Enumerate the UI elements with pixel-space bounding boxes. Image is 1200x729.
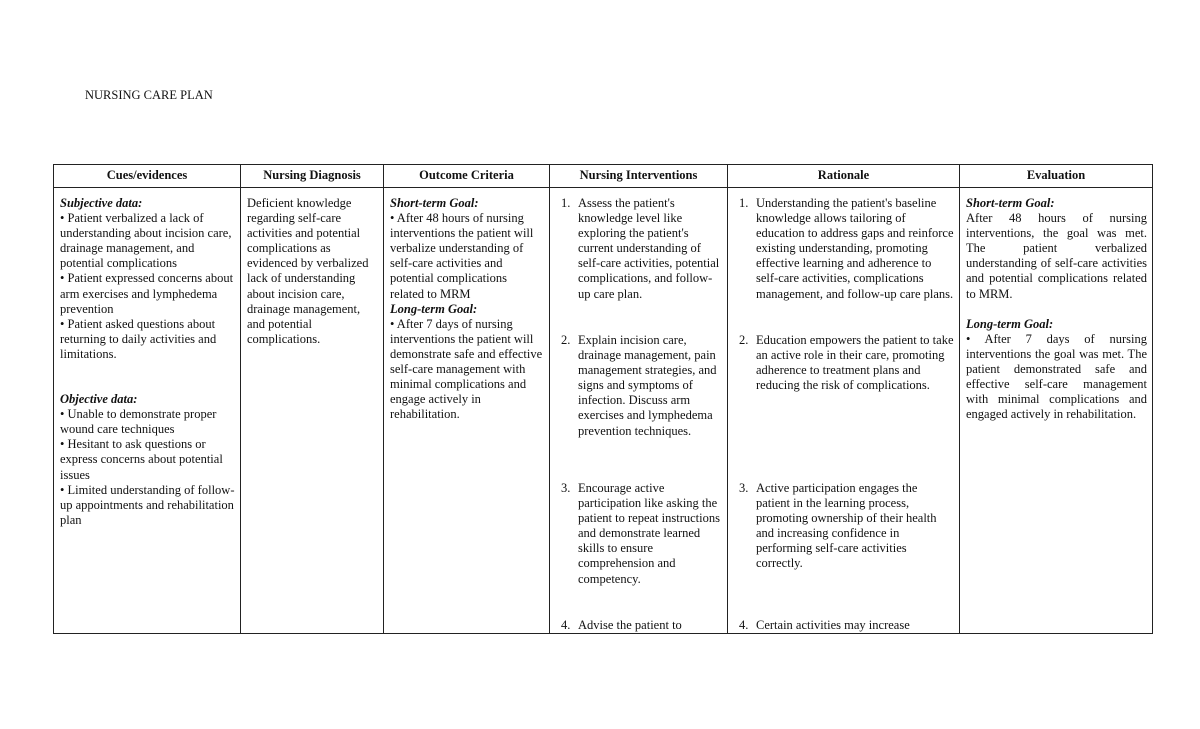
diagnosis-text: Deficient knowledge regarding self-care activities and potential complications as evidenced by verbalized lack of understanding about incision care, drainage management, and potential complications. <box>247 196 369 346</box>
intervention-item <box>556 618 722 633</box>
subjective-item: • Patient verbalized a lack of understanding about incision care, drainage management, and potential complications <box>60 211 232 271</box>
subjective-item: • Patient asked questions about returning to daily activities and limitations. <box>60 316 217 361</box>
rationale-text: Understanding the patient's baseline knowledge allows tailoring of education to address gaps and reinforce existing understanding, promoting effective learning and adherence to self-care activities, complications management, and follow-up care plans. <box>756 196 954 301</box>
intervention-number: 1. <box>561 196 571 210</box>
evaluation-long-text: • After 7 days of nursing interventions the goal was met. The patient demonstrated safe and effective self-care management with minimal complications and engaged actively in rehabilitation. <box>966 331 1147 422</box>
rationale-item <box>734 618 954 633</box>
header-diagnosis: Nursing Diagnosis <box>241 165 384 188</box>
rationale-item <box>734 481 954 618</box>
rationale-number: 1. <box>739 196 749 210</box>
intervention-item <box>556 481 722 618</box>
subjective-item: • Patient expressed concerns about arm exercises and lymphedema prevention <box>60 271 234 316</box>
intervention-text: Encourage active participation like asking the patient to repeat instructions and demonstrate learned skills to ensure comprehension and competency. <box>578 481 720 586</box>
evaluation-cell <box>960 188 1153 634</box>
intervention-item <box>556 333 722 481</box>
header-interventions: Nursing Interventions <box>550 165 728 188</box>
objective-item: • Hesitant to ask questions or express concerns about potential issues <box>60 437 223 482</box>
rationale-cell <box>728 188 960 634</box>
evaluation-short-text: After 48 hours of nursing interventions, the goal was met. The patient verbalized understanding of self-care activities and potential complications related to MRM. <box>966 211 1147 301</box>
care-plan-table <box>53 164 1153 634</box>
intervention-text: Explain incision care, drainage management, pain management strategies, and signs and symptoms of infection. Discuss arm exercises and lymphedema prevention techniques. <box>578 333 717 438</box>
long-term-goal-label: Long-term Goal: <box>390 301 478 316</box>
short-term-goal-label: Short-term Goal: <box>390 196 479 210</box>
evaluation-short-label: Short-term Goal: <box>966 196 1055 210</box>
outcome-cell <box>384 188 550 634</box>
rationale-item <box>734 196 954 333</box>
rationale-number: 3. <box>739 481 749 495</box>
intervention-item <box>556 196 722 333</box>
interventions-cell <box>550 188 728 634</box>
table-row <box>54 188 1153 634</box>
short-term-goal-text: • After 48 hours of nursing interventions the patient will verbalize understanding of self-care activities and potential complications related to MRM <box>390 211 534 301</box>
intervention-number: 2. <box>561 333 571 347</box>
rationale-text: Education empowers the patient to take an active role in their care, promoting adherence to treatment plans and reducing the risk of complications. <box>756 333 954 393</box>
rationale-number: 2. <box>739 333 749 347</box>
subjective-label: Subjective data: <box>60 196 143 210</box>
intervention-number: 3. <box>561 481 571 495</box>
cues-cell <box>54 188 241 634</box>
header-evaluation: Evaluation <box>960 165 1153 188</box>
header-outcome: Outcome Criteria <box>384 165 550 188</box>
objective-label: Objective data: <box>60 392 138 407</box>
table-header-row <box>54 165 1153 188</box>
evaluation-long-label: Long-term Goal: <box>966 316 1054 331</box>
rationale-text: Certain activities may increase <box>756 618 910 632</box>
intervention-number: 4. <box>561 618 571 632</box>
rationale-text: Active participation engages the patient in the learning process, promoting ownership of their health and increasing confidence in performing self-care activities correctly. <box>756 481 937 571</box>
rationale-number: 4. <box>739 618 749 632</box>
intervention-text: Assess the patient's knowledge level like exploring the patient's current understanding of self-care activities, potential complications, and follow-up care plan. <box>578 196 720 301</box>
intervention-text: Advise the patient to <box>578 618 682 632</box>
rationale-item <box>734 333 954 481</box>
objective-item: • Limited understanding of follow-up appointments and rehabilitation plan <box>60 482 235 527</box>
header-rationale: Rationale <box>728 165 960 188</box>
page-title: NURSING CARE PLAN <box>85 88 213 102</box>
header-cues: Cues/evidences <box>54 165 241 188</box>
objective-item: • Unable to demonstrate proper wound care techniques <box>60 407 217 437</box>
diagnosis-cell <box>241 188 384 634</box>
long-term-goal-text: • After 7 days of nursing interventions the patient will demonstrate safe and effective self-care management with minimal complications and engage actively in rehabilitation. <box>390 316 543 422</box>
